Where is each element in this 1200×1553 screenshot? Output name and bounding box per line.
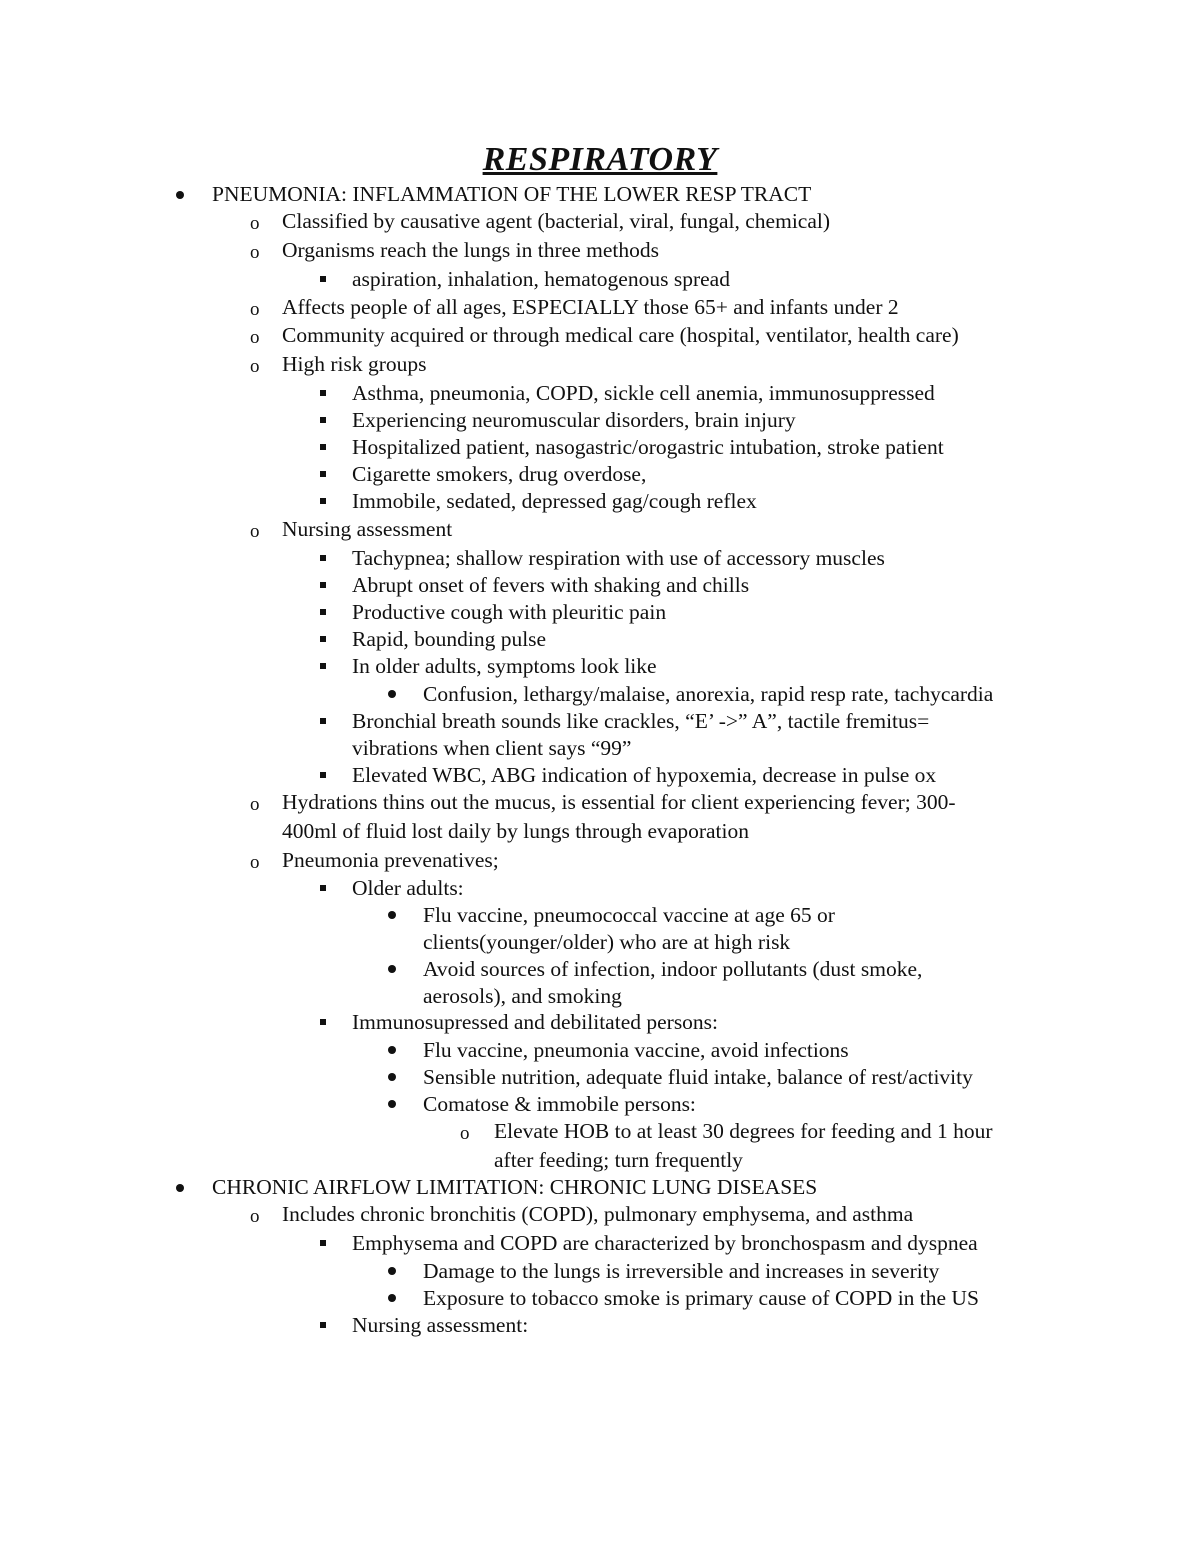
bullet-square-icon <box>320 471 326 477</box>
list-item: Exposure to tobacco smoke is primary cause of COPD in the US <box>423 1286 979 1310</box>
bullet-disc-icon <box>176 191 184 199</box>
bullet-square-icon <box>320 276 326 282</box>
list-item-continuation: 400ml of fluid lost daily by lungs through evaporation <box>282 819 749 843</box>
bullet-circle-icon: o <box>250 299 260 320</box>
list-item-continuation: aerosols), and smoking <box>423 984 622 1008</box>
list-item: Older adults: <box>352 876 464 900</box>
bullet-square-icon <box>320 718 326 724</box>
bullet-circle-icon: o <box>250 852 260 873</box>
bullet-circle-icon: o <box>250 794 260 815</box>
section-heading-pneumonia: PNEUMONIA: INFLAMMATION OF THE LOWER RESP TRACT <box>212 182 812 206</box>
bullet-circle-icon: o <box>460 1123 470 1144</box>
list-item: Sensible nutrition, adequate fluid intake, balance of rest/activity <box>423 1065 973 1089</box>
list-item: Affects people of all ages, ESPECIALLY those 65+ and infants under 2 <box>282 295 899 319</box>
bullet-circle-icon: o <box>250 521 260 542</box>
list-item: Flu vaccine, pneumococcal vaccine at age 65 or <box>423 903 835 927</box>
list-item: aspiration, inhalation, hematogenous spread <box>352 267 730 291</box>
list-item: Damage to the lungs is irreversible and increases in severity <box>423 1259 940 1283</box>
list-item: Immobile, sedated, depressed gag/cough reflex <box>352 489 757 513</box>
list-item-continuation: after feeding; turn frequently <box>494 1148 743 1172</box>
bullet-disc-icon <box>388 1267 396 1275</box>
list-item-continuation: clients(younger/older) who are at high risk <box>423 930 791 954</box>
bullet-disc-icon <box>388 965 396 973</box>
list-item: Tachypnea; shallow respiration with use of accessory muscles <box>352 546 885 570</box>
bullet-disc-icon <box>388 690 396 698</box>
bullet-square-icon <box>320 444 326 450</box>
bullet-circle-icon: o <box>250 213 260 234</box>
list-item: Bronchial breath sounds like crackles, “E’ ->” A”, tactile fremitus= <box>352 709 930 733</box>
section-heading-chronic-airflow: CHRONIC AIRFLOW LIMITATION: CHRONIC LUNG DISEASES <box>212 1175 818 1199</box>
bullet-square-icon <box>320 636 326 642</box>
list-item: Abrupt onset of fevers with shaking and chills <box>352 573 750 597</box>
bullet-disc-icon <box>176 1184 184 1192</box>
list-item: Rapid, bounding pulse <box>352 627 547 651</box>
list-item: Classified by causative agent (bacterial, viral, fungal, chemical) <box>282 209 831 233</box>
list-item: Experiencing neuromuscular disorders, brain injury <box>352 408 796 432</box>
bullet-square-icon <box>320 390 326 396</box>
list-item: Asthma, pneumonia, COPD, sickle cell anemia, immunosuppressed <box>352 381 935 405</box>
list-item: Pneumonia prevenatives; <box>282 848 499 872</box>
bullet-circle-icon: o <box>250 327 260 348</box>
list-item: Hydrations thins out the mucus, is essential for client experiencing fever; 300- <box>282 790 956 814</box>
list-item: Immunosupressed and debilitated persons: <box>352 1010 719 1034</box>
bullet-disc-icon <box>388 1046 396 1054</box>
list-item: Flu vaccine, pneumonia vaccine, avoid infections <box>423 1038 849 1062</box>
bullet-square-icon <box>320 417 326 423</box>
bullet-disc-icon <box>388 1100 396 1108</box>
list-item: Elevated WBC, ABG indication of hypoxemia, decrease in pulse ox <box>352 763 937 787</box>
bullet-square-icon <box>320 582 326 588</box>
list-item: High risk groups <box>282 352 427 376</box>
list-item: Comatose & immobile persons: <box>423 1092 696 1116</box>
list-item: In older adults, symptoms look like <box>352 654 657 678</box>
bullet-square-icon <box>320 555 326 561</box>
list-item: Elevate HOB to at least 30 degrees for feeding and 1 hour <box>494 1119 993 1143</box>
list-item: Productive cough with pleuritic pain <box>352 600 667 624</box>
bullet-disc-icon <box>388 1294 396 1302</box>
bullet-square-icon <box>320 498 326 504</box>
list-item: Includes chronic bronchitis (COPD), pulmonary emphysema, and asthma <box>282 1202 914 1226</box>
bullet-square-icon <box>320 609 326 615</box>
bullet-disc-icon <box>388 1073 396 1081</box>
list-item: Organisms reach the lungs in three methods <box>282 238 659 262</box>
bullet-square-icon <box>320 1240 326 1246</box>
bullet-circle-icon: o <box>250 1206 260 1227</box>
list-item: Emphysema and COPD are characterized by bronchospasm and dyspnea <box>352 1231 978 1255</box>
list-item: Hospitalized patient, nasogastric/orogastric intubation, stroke patient <box>352 435 944 459</box>
bullet-circle-icon: o <box>250 356 260 377</box>
list-item: Avoid sources of infection, indoor pollutants (dust smoke, <box>423 957 923 981</box>
list-item: Confusion, lethargy/malaise, anorexia, rapid resp rate, tachycardia <box>423 682 994 706</box>
bullet-square-icon <box>320 772 326 778</box>
bullet-circle-icon: o <box>250 242 260 263</box>
list-item: Nursing assessment <box>282 517 453 541</box>
list-item: Nursing assessment: <box>352 1313 529 1337</box>
bullet-square-icon <box>320 663 326 669</box>
list-item-continuation: vibrations when client says “99” <box>352 736 632 760</box>
bullet-disc-icon <box>388 911 396 919</box>
list-item: Cigarette smokers, drug overdose, <box>352 462 647 486</box>
bullet-square-icon <box>320 1322 326 1328</box>
page-title: RESPIRATORY <box>482 141 718 178</box>
bullet-square-icon <box>320 885 326 891</box>
bullet-square-icon <box>320 1019 326 1025</box>
list-item: Community acquired or through medical care (hospital, ventilator, health care) <box>282 323 959 347</box>
